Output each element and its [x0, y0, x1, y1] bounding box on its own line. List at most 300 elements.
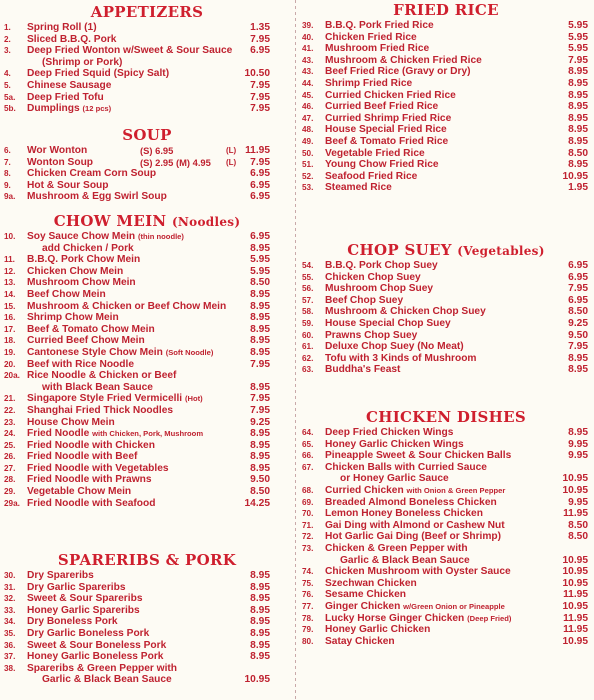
item-name-text: Soy Sauce Chow Mein	[27, 231, 136, 242]
item-name	[27, 22, 97, 34]
item-price: 10.95	[562, 577, 588, 589]
item-number: 12.	[4, 266, 16, 276]
item-name-text: Garlic & Black Bean Sauce	[42, 674, 172, 686]
item-name-text: Singapore Style Fried Vermicelli	[27, 393, 183, 405]
item-name-text: Honey Garlic Chicken	[325, 624, 431, 636]
item-name-text: Chicken Mushroom with Oyster Sauce	[325, 566, 511, 578]
menu-item	[0, 347, 294, 359]
item-number: 47.	[302, 113, 314, 123]
menu-item	[0, 34, 294, 46]
item-price: 9.95	[568, 450, 588, 462]
item-number: 64.	[302, 428, 314, 437]
item-name-text: add Chicken / Pork	[42, 242, 134, 254]
menu-item	[298, 78, 594, 90]
item-name	[325, 136, 448, 148]
item-number: 6.	[4, 146, 11, 155]
item-name-text: Mushroom & Chicken Chop Suey	[325, 306, 486, 318]
item-number: 20.	[4, 359, 16, 369]
item-name	[325, 613, 511, 625]
item-price: 6.95	[250, 168, 270, 180]
item-name-text: Chicken & Green Pepper with	[325, 542, 468, 554]
item-name	[27, 34, 116, 46]
item-name	[27, 68, 169, 80]
item-price: 8.50	[250, 277, 270, 289]
item-name	[325, 20, 434, 32]
item-name-text: Spareribs & Green Pepper with	[27, 662, 178, 674]
item-price: 10.95	[562, 635, 588, 647]
item-price: 7.95	[250, 79, 270, 91]
item-note: (Hot)	[184, 394, 203, 404]
item-number: 28.	[4, 475, 16, 485]
item-name	[27, 605, 140, 617]
item-number: 5.	[4, 80, 11, 90]
item-price: 11.95	[245, 145, 270, 156]
item-name-text: Chicken Cream Corn Soup	[27, 168, 157, 180]
item-name	[27, 231, 184, 243]
item-size-label: (L)	[226, 157, 237, 167]
menu-item	[298, 439, 594, 451]
item-name-text: Vegetable Fried Rice	[325, 147, 425, 159]
item-name	[42, 674, 172, 686]
item-number: 40.	[302, 32, 314, 42]
item-number: 59.	[302, 318, 314, 328]
item-price: 9.95	[568, 496, 588, 508]
item-number: 71.	[302, 520, 314, 530]
menu-item	[298, 636, 594, 648]
item-name-text: Wor Wonton	[27, 145, 88, 156]
item-number: 1.	[4, 23, 11, 32]
item-name-text: Mushroom & Egg Swirl Soup	[27, 191, 167, 203]
menu-item	[0, 674, 294, 686]
item-price: 6.95	[250, 191, 270, 203]
menu-item	[0, 440, 294, 452]
fried-rice-heading: FRIED RICE	[393, 1, 499, 19]
item-number: 74.	[302, 567, 314, 577]
menu-item	[0, 243, 294, 255]
item-number: 69.	[302, 497, 314, 507]
menu-item	[298, 508, 594, 520]
item-price: 5.95	[568, 43, 588, 55]
item-name	[325, 124, 447, 136]
chop-suey-title: CHOP SUEY	[347, 241, 452, 259]
item-name	[27, 651, 163, 663]
item-price: 10.50	[244, 68, 270, 80]
menu-item	[298, 90, 594, 102]
menu-item	[0, 157, 294, 169]
menu-item	[0, 92, 294, 104]
item-name-text: Fried Noodle with Chicken	[27, 439, 155, 451]
item-name	[27, 451, 137, 463]
item-price: 8.50	[568, 519, 588, 531]
item-price: 8.50	[568, 147, 588, 159]
menu-item	[0, 277, 294, 289]
item-price: 8.95	[250, 312, 270, 324]
item-name	[325, 295, 403, 307]
item-name-text: House Chow Mein	[27, 416, 115, 428]
item-price: 7.95	[250, 358, 270, 370]
item-price: 5.95	[250, 254, 270, 266]
menu-item	[0, 80, 294, 92]
item-name-text: Fried Noodle with Beef	[27, 451, 138, 463]
item-price: 8.95	[568, 135, 588, 147]
item-number: 79.	[302, 625, 314, 635]
item-name	[27, 393, 203, 405]
item-price: 8.95	[250, 593, 270, 605]
menu-item	[0, 231, 294, 243]
item-name-text: Garlic & Black Bean Sauce	[340, 554, 470, 566]
appetizers-list	[0, 22, 294, 115]
item-price: 8.50	[250, 486, 270, 498]
menu-item	[298, 589, 594, 601]
item-price: 8.50	[568, 531, 588, 543]
item-name-text: Dry Boneless Pork	[27, 616, 118, 628]
menu-item	[0, 335, 294, 347]
item-name-text: Deep Fried Tofu	[27, 91, 104, 103]
item-name	[325, 159, 439, 171]
fried-rice-list	[298, 20, 594, 194]
item-number: 38.	[4, 663, 16, 673]
item-number: 48.	[302, 125, 314, 135]
item-name	[325, 260, 438, 272]
menu-item	[298, 113, 594, 125]
item-name	[325, 113, 451, 125]
item-note: (Deep Fried)	[467, 613, 512, 623]
item-note: (12 pcs)	[82, 104, 112, 114]
item-name-text: with Black Bean Sauce	[42, 381, 153, 393]
item-name	[27, 289, 106, 301]
item-name-text: Fried Noodle with Prawns	[27, 474, 152, 486]
menu-item	[298, 462, 594, 474]
item-name-text: B.B.Q. Pork Chow Mein	[27, 254, 141, 266]
item-name	[340, 555, 470, 567]
item-name	[27, 324, 155, 336]
item-name	[27, 145, 87, 157]
item-number: 37.	[4, 652, 16, 662]
item-price: 10.95	[562, 473, 588, 485]
item-name	[27, 417, 115, 429]
item-name	[325, 55, 482, 67]
item-name	[325, 439, 464, 451]
menu-item	[0, 393, 294, 405]
menu-item	[0, 266, 294, 278]
item-number: 53.	[302, 183, 314, 193]
item-name-text: B.B.Q. Pork Fried Rice	[325, 20, 434, 31]
item-number: 57.	[302, 295, 314, 305]
item-number: 51.	[302, 160, 314, 170]
item-name-text: Buddha's Feast	[325, 364, 401, 376]
item-name-text: Dry Spareribs	[27, 570, 94, 581]
item-number: 3.	[4, 46, 11, 56]
right-column	[298, 0, 594, 700]
item-price: 8.95	[250, 242, 270, 254]
item-name-text: Tofu with 3 Kinds of Mushroom	[325, 352, 477, 364]
item-name-text: Mushroom Chop Suey	[325, 283, 434, 295]
item-name-text: Young Chow Fried Rice	[325, 159, 439, 171]
item-name	[325, 462, 487, 474]
menu-item	[298, 171, 594, 183]
item-price: 11.95	[563, 589, 588, 601]
item-name-text: Deep Fried Squid (Spicy Salt)	[27, 68, 170, 80]
item-number: 33.	[4, 605, 16, 615]
item-price: 7.95	[250, 103, 270, 115]
item-number: 8.	[4, 169, 11, 179]
item-price: 8.50	[568, 306, 588, 318]
item-number: 23.	[4, 417, 16, 427]
item-name-text: Steamed Rice	[325, 182, 392, 194]
menu-item	[0, 582, 294, 594]
item-name-text: Dumplings	[27, 103, 80, 115]
item-number: 67.	[302, 462, 314, 472]
item-number: 22.	[4, 405, 16, 415]
item-name	[325, 272, 421, 284]
item-number: 5a.	[4, 92, 16, 102]
menu-item	[0, 382, 294, 394]
chop-suey-list	[298, 260, 594, 376]
item-name-text: Honey Garlic Spareribs	[27, 604, 140, 616]
item-name-text: Honey Garlic Chicken Wings	[325, 438, 464, 450]
item-name-text: Beef Chop Suey	[325, 294, 404, 306]
item-name	[27, 103, 111, 115]
item-name-text: Mushroom Chow Mein	[27, 277, 136, 289]
menu-item	[0, 663, 294, 675]
item-price: 7.95	[568, 54, 588, 66]
item-number: 35.	[4, 628, 16, 638]
item-name	[27, 359, 134, 371]
item-name	[27, 266, 123, 278]
menu-item	[298, 306, 594, 318]
menu-item	[298, 543, 594, 555]
menu-item	[0, 474, 294, 486]
item-price: 6.95	[568, 294, 588, 306]
menu-item	[298, 497, 594, 509]
item-name	[325, 101, 438, 113]
item-name-text: Lemon Honey Boneless Chicken	[325, 508, 483, 520]
item-note: (thin noodle)	[137, 232, 184, 241]
item-price: 5.95	[568, 20, 588, 31]
menu-item	[0, 103, 294, 115]
fried-rice-section	[298, 0, 594, 194]
item-name	[325, 364, 400, 376]
item-name	[325, 182, 392, 194]
item-number: 73.	[302, 543, 314, 553]
item-name	[27, 616, 118, 628]
item-name-text: Chicken Balls with Curried Sauce	[325, 461, 487, 473]
chop-suey-section	[298, 240, 594, 376]
item-number: 30.	[4, 571, 16, 580]
item-name	[325, 566, 511, 578]
item-name-text: Wonton Soup	[27, 156, 94, 168]
item-name	[325, 543, 468, 555]
item-name	[27, 45, 232, 57]
chow-mein-section	[0, 211, 294, 509]
item-number: 75.	[302, 578, 314, 588]
item-name	[325, 485, 505, 497]
item-number: 54.	[302, 261, 314, 270]
item-number: 2.	[4, 34, 11, 44]
item-name	[27, 301, 226, 313]
item-name-text: Shrimp Chow Mein	[27, 312, 119, 324]
item-name	[325, 520, 505, 532]
item-price: 11.95	[563, 612, 588, 624]
item-size-label: (L)	[226, 146, 237, 155]
item-price: 8.95	[250, 616, 270, 628]
item-price: 8.95	[250, 346, 270, 358]
item-price: 8.95	[250, 300, 270, 312]
item-name	[325, 341, 464, 353]
menu-item	[0, 312, 294, 324]
item-name	[325, 353, 476, 365]
item-name-text: Seafood Fried Rice	[325, 170, 418, 182]
item-number: 41.	[302, 44, 314, 54]
item-name-text: Fried Noodle with Vegetables	[27, 462, 169, 474]
menu-item	[298, 295, 594, 307]
menu-item	[0, 180, 294, 192]
item-number: 56.	[302, 284, 314, 294]
item-name	[27, 370, 176, 382]
menu-item	[0, 628, 294, 640]
item-number: 63.	[302, 365, 314, 375]
menu-item	[298, 66, 594, 78]
item-price: 8.95	[250, 627, 270, 639]
item-price: 8.95	[250, 323, 270, 335]
item-size-prices: (S) 6.95	[140, 145, 174, 156]
item-name-text: Vegetable Chow Mein	[27, 486, 132, 498]
item-name	[325, 531, 501, 543]
item-price: 9.25	[568, 317, 588, 329]
item-name-text: Breaded Almond Boneless Chicken	[325, 496, 497, 508]
item-name	[325, 601, 505, 613]
item-number: 70.	[302, 509, 314, 519]
item-name-text: Szechwan Chicken	[325, 577, 417, 589]
chow-mein-subtitle: (Noodles)	[171, 215, 241, 229]
menu-item	[298, 353, 594, 365]
item-price: 8.95	[568, 112, 588, 124]
chop-suey-heading	[298, 240, 594, 260]
menu-item	[298, 55, 594, 67]
menu-item	[298, 341, 594, 353]
chow-mein-list	[0, 231, 294, 509]
item-name	[27, 486, 131, 498]
item-price: 7.95	[250, 91, 270, 103]
item-name-text: Sesame Chicken	[325, 589, 406, 601]
item-number: 17.	[4, 324, 16, 334]
item-name-text: Satay Chicken	[325, 635, 395, 647]
appetizers-section	[0, 2, 294, 115]
menu-item	[0, 254, 294, 266]
item-name-text: Beef & Tomato Fried Rice	[325, 135, 449, 147]
menu-item	[0, 324, 294, 336]
item-name	[325, 283, 433, 295]
menu-item	[0, 68, 294, 80]
item-number: 44.	[302, 78, 314, 88]
item-price: 14.25	[244, 497, 270, 509]
item-name-text: Sweet & Sour Boneless Pork	[27, 639, 167, 651]
item-price: 11.95	[563, 624, 588, 636]
menu-item	[298, 43, 594, 55]
item-price: 7.95	[250, 33, 270, 45]
item-number: 9.	[4, 180, 11, 190]
item-name	[27, 92, 104, 104]
menu-item	[298, 555, 594, 567]
item-name-text: Fried Noodle with Seafood	[27, 497, 156, 509]
item-name	[325, 43, 429, 55]
item-name	[27, 463, 169, 475]
item-name	[325, 78, 412, 90]
menu-item	[298, 260, 594, 272]
menu-item	[298, 159, 594, 171]
item-price: 6.95	[568, 271, 588, 283]
menu-item	[298, 613, 594, 625]
item-name-text: Mushroom & Chicken or Beef Chow Mein	[27, 300, 227, 312]
item-name	[27, 663, 177, 675]
item-name-text: Gai Ding with Almond or Cashew Nut	[325, 519, 505, 531]
item-name	[27, 277, 136, 289]
item-name	[27, 191, 167, 203]
item-number: 20a.	[4, 371, 20, 381]
item-price: 10.95	[244, 674, 270, 686]
item-name-text: or Honey Garlic Sauce	[340, 473, 449, 485]
item-price: 8.95	[568, 124, 588, 136]
item-name	[325, 90, 456, 102]
menu-item	[298, 20, 594, 32]
item-price: 8.95	[250, 570, 270, 581]
item-price: 9.50	[568, 329, 588, 341]
item-number: 66.	[302, 451, 314, 461]
menu-item	[298, 601, 594, 613]
item-name	[42, 382, 153, 394]
item-name-text: Honey Garlic Boneless Pork	[27, 651, 164, 663]
item-price: 7.95	[568, 341, 588, 353]
item-name-text: Chicken Fried Rice	[325, 31, 417, 43]
item-price: 6.95	[568, 260, 588, 271]
menu-item	[298, 330, 594, 342]
item-name-text: Deep Fried Wonton w/Sweet & Sour Sauce	[27, 45, 233, 57]
item-name-text: Beef & Tomato Chow Mein	[27, 323, 155, 335]
item-name	[27, 180, 109, 192]
item-name	[325, 66, 471, 78]
item-number: 65.	[302, 439, 314, 449]
item-number: 34.	[4, 617, 16, 627]
menu-item	[298, 531, 594, 543]
item-name-text: Curried Chicken	[325, 484, 404, 496]
item-price: 5.95	[568, 31, 588, 43]
item-name	[27, 157, 93, 169]
menu-item	[298, 520, 594, 532]
item-number: 43.	[302, 55, 314, 65]
menu-item	[298, 272, 594, 284]
item-number: 60.	[302, 330, 314, 340]
item-number: 55.	[302, 272, 314, 282]
item-number: 15.	[4, 301, 16, 311]
menu-item	[0, 417, 294, 429]
menu-item	[0, 463, 294, 475]
item-number: 76.	[302, 590, 314, 600]
menu-item	[0, 301, 294, 313]
item-name-text: Spring Roll (1)	[27, 22, 97, 33]
chow-mein-title: CHOW MEIN	[53, 212, 167, 230]
item-name-text: Curried Beef Chow Mein	[27, 335, 145, 347]
item-price: 11.95	[563, 508, 588, 520]
item-name-text: Chinese Sausage	[27, 79, 112, 91]
item-price: 9.50	[250, 474, 270, 486]
column-divider	[295, 0, 296, 700]
item-price: 1.95	[568, 182, 588, 194]
item-name-text: Sliced B.B.Q. Pork	[27, 33, 117, 45]
item-name-text: Deluxe Chop Suey (No Meat)	[325, 341, 464, 353]
item-price: 8.95	[250, 451, 270, 463]
item-name-text: Dry Garlic Boneless Pork	[27, 627, 150, 639]
item-name	[325, 589, 406, 601]
